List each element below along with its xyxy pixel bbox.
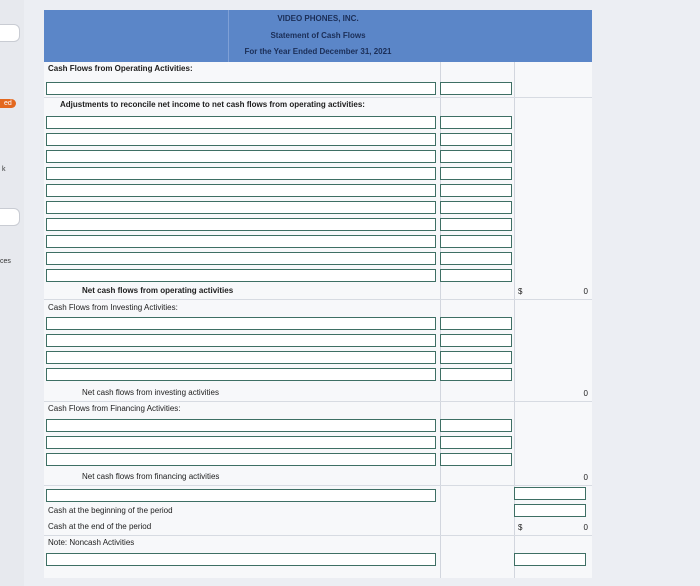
statement-period <box>44 46 592 57</box>
adjustment-input-10[interactable] <box>46 269 436 282</box>
cash-end-currency: $ <box>518 522 523 532</box>
statement-title-text: Statement of Cash Flows <box>270 31 366 40</box>
left-sidebar <box>0 0 24 586</box>
financing-amount-1[interactable] <box>440 419 512 432</box>
investing-input-4[interactable] <box>46 368 436 381</box>
adjustment-amount-6[interactable] <box>440 201 512 214</box>
financing-input-1[interactable] <box>46 419 436 432</box>
sidebar-tab-1[interactable] <box>0 24 20 42</box>
adjustment-input-6[interactable] <box>46 201 436 214</box>
financing-input-3[interactable] <box>46 453 436 466</box>
investing-amount-2[interactable] <box>440 334 512 347</box>
adjustment-input-1[interactable] <box>46 116 436 129</box>
financing-input-2[interactable] <box>46 436 436 449</box>
cash-end-value: 0 <box>583 522 588 532</box>
adjustment-input-5[interactable] <box>46 184 436 197</box>
net-change-amount[interactable] <box>514 487 586 500</box>
adjustment-amount-4[interactable] <box>440 167 512 180</box>
statement-header <box>44 10 592 62</box>
sidebar-item-2[interactable]: k <box>2 166 6 173</box>
noncash-note-label: Note: Noncash Activities <box>48 538 135 547</box>
cash-end-label: Cash at the end of the period <box>48 522 152 531</box>
adjustments-label: Adjustments to reconcile net income to net cash flows from operating activities: <box>60 100 365 109</box>
investing-net-value: 0 <box>583 388 588 398</box>
investing-amount-3[interactable] <box>440 351 512 364</box>
operating-net-value: 0 <box>583 286 588 296</box>
cash-beginning-label: Cash at the beginning of the period <box>48 506 173 515</box>
adjustment-input-7[interactable] <box>46 218 436 231</box>
financing-net-label: Net cash flows from financing activities <box>82 472 220 481</box>
row-rule <box>44 535 592 536</box>
investing-input-1[interactable] <box>46 317 436 330</box>
adjustment-input-8[interactable] <box>46 235 436 248</box>
noncash-input[interactable] <box>46 553 436 566</box>
sidebar-item-3[interactable]: ces <box>0 258 11 265</box>
investing-amount-4[interactable] <box>440 368 512 381</box>
operating-heading: Cash Flows from Operating Activities: <box>48 64 193 73</box>
adjustment-amount-5[interactable] <box>440 184 512 197</box>
financing-heading: Cash Flows from Financing Activities: <box>48 404 181 413</box>
investing-net-label: Net cash flows from investing activities <box>82 388 219 397</box>
cash-flow-worksheet <box>44 10 592 578</box>
financing-amount-2[interactable] <box>440 436 512 449</box>
adjustment-amount-9[interactable] <box>440 252 512 265</box>
financing-net-value: 0 <box>583 472 588 482</box>
adjustment-amount-7[interactable] <box>440 218 512 231</box>
adjustment-amount-8[interactable] <box>440 235 512 248</box>
cash-beginning-amount[interactable] <box>514 504 586 517</box>
adjustment-amount-1[interactable] <box>440 116 512 129</box>
operating-net-income-amount[interactable] <box>440 82 512 95</box>
row-rule <box>44 485 592 486</box>
adjustment-input-9[interactable] <box>46 252 436 265</box>
company-name-text: VIDEO PHONES, INC. <box>277 14 359 23</box>
sidebar-item-1[interactable]: ed <box>0 99 16 108</box>
grid-divider <box>514 62 515 578</box>
adjustment-input-4[interactable] <box>46 167 436 180</box>
noncash-amount[interactable] <box>514 553 586 566</box>
adjustment-amount-3[interactable] <box>440 150 512 163</box>
operating-net-income-input[interactable] <box>46 82 436 95</box>
net-change-input[interactable] <box>46 489 436 502</box>
adjustment-input-2[interactable] <box>46 133 436 146</box>
financing-amount-3[interactable] <box>440 453 512 466</box>
statement-title <box>44 30 592 41</box>
adjustment-input-3[interactable] <box>46 150 436 163</box>
row-rule <box>44 299 592 300</box>
investing-heading: Cash Flows from Investing Activities: <box>48 303 178 312</box>
investing-input-3[interactable] <box>46 351 436 364</box>
investing-amount-1[interactable] <box>440 317 512 330</box>
sidebar-tab-2[interactable] <box>0 208 20 226</box>
statement-period-text: For the Year Ended December 31, 2021 <box>244 47 392 56</box>
row-rule <box>44 401 592 402</box>
investing-input-2[interactable] <box>46 334 436 347</box>
operating-net-label: Net cash flows from operating activities <box>82 286 234 295</box>
operating-net-currency: $ <box>518 286 523 296</box>
adjustment-amount-10[interactable] <box>440 269 512 282</box>
company-name <box>44 13 592 24</box>
row-rule <box>44 97 592 98</box>
adjustment-amount-2[interactable] <box>440 133 512 146</box>
